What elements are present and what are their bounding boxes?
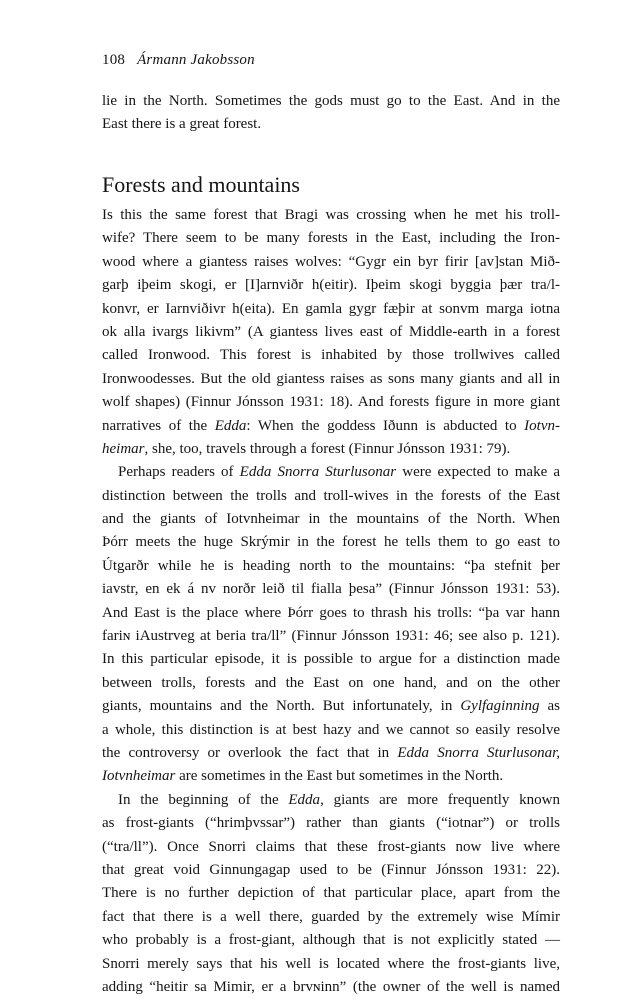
italic-text: Edda Snorra Sturlusonar [239, 464, 397, 481]
text-segment: wolf shapes) (Finnur Jónsson 1931: 18). And forests figure in more giant [102, 394, 560, 411]
italic-text: Iotvn- [524, 417, 560, 434]
text-segment: In the beginning of the [118, 791, 289, 808]
text-line [102, 227, 560, 250]
text-segment: , giants are more frequently known [320, 791, 560, 808]
text-segment: Snorri merely says that his well is located where the frost-giants live, [102, 955, 560, 972]
text-segment: Ironwoodesses. But the old giantess raises as sons many giants and all in [102, 370, 560, 387]
text-line [102, 742, 560, 765]
text-line [102, 672, 560, 695]
text-line [102, 531, 560, 554]
text-segment: are sometimes in the East but sometimes in the North. [175, 768, 504, 785]
running-head [102, 52, 255, 69]
text-line [102, 695, 560, 718]
text-line [102, 976, 560, 999]
text-line [102, 508, 560, 531]
text-line [102, 929, 560, 952]
text-line [102, 415, 560, 438]
text-segment: Is this the same forest that Bragi was crossing when he met his troll- [102, 207, 560, 223]
text-line [102, 719, 560, 742]
text-segment: , she, too, travels through a forest (Finnur Jónsson 1931: 79). [144, 440, 511, 457]
text-segment: between trolls, forests and the East on one hand, and on the other [102, 674, 560, 691]
text-segment: garþ iþeim skogi, er [I]arnviðr h(eitir). Iþeim skogi byggia þær tra/l- [102, 277, 560, 294]
text-line [102, 461, 560, 484]
italic-text: Edda [288, 791, 321, 808]
text-segment: as [539, 698, 560, 715]
text-line [102, 438, 560, 461]
text-segment: wood where a giantess raises wolves: “Gygr ein byr firir [av]stan Mið- [102, 253, 560, 270]
text-segment: a whole, this distinction is at best hazy and we cannot so easily resolve [102, 721, 560, 738]
intro-paragraph [102, 90, 560, 137]
text-segment: distinction between the trolls and troll-wives in the forests of the East [102, 487, 560, 504]
text-line [102, 625, 560, 648]
text-segment: called Ironwood. This forest is inhabited by those trollwives called [102, 347, 560, 364]
text-line: lie in the North. Sometimes the gods must go to the East. And in the [102, 93, 560, 109]
text-segment: Þórr meets the huge Skrýmir in the forest he tells them to go east to [102, 534, 560, 551]
text-segment: Perhaps readers of [118, 464, 240, 481]
italic-text: Gylfaginning [460, 698, 540, 715]
text-segment: wife? There seem to be many forests in the East, including the Iron- [102, 230, 560, 247]
text-segment: and the giants of Iotvnheimar in the mountains of the North. When [102, 511, 560, 528]
text-line [102, 321, 560, 344]
text-segment: that great void Ginnungagap used to be (Finnur Jónsson 1931: 22). [102, 861, 560, 878]
text-segment: narratives of the [102, 417, 215, 434]
text-segment: were expected to make a [396, 464, 561, 481]
section-body [102, 204, 560, 999]
text-segment: konvr, er Iarnviðivr h(eita). En gamla gygr fæþir at sonvm marga iotna [102, 300, 560, 317]
text-segment: the controversy or overlook the fact that in [102, 744, 398, 761]
text-line [102, 274, 560, 297]
text-segment: fact that there is a well there, guarded by the extremely wise Mímir [102, 908, 560, 925]
text-line [102, 204, 560, 227]
text-line [102, 765, 560, 788]
page-number: 108 [102, 52, 126, 68]
text-segment: fariɴ iAustrveg at beria tra/ll” (Finnur Jónsson 1931: 46; see also p. 121). [102, 628, 560, 645]
text-line [102, 648, 560, 671]
text-line [102, 344, 560, 367]
text-segment: In this particular episode, it is possible to argue for a distinction made [102, 651, 560, 668]
text-line [102, 789, 560, 812]
text-segment: There is no further depiction of that particular place, apart from the [102, 885, 560, 902]
text-segment: adding “heitir sa Mimir, er a brvɴinn” (the owner of the well is named [102, 978, 560, 995]
text-segment: who probably is a frost-giant, although that is not explicitly stated — [102, 932, 560, 949]
text-line [102, 882, 560, 905]
text-segment: giants, mountains and the North. But infortunately, in [102, 698, 461, 715]
text-line [102, 578, 560, 601]
text-line [102, 555, 560, 578]
text-line [102, 368, 560, 391]
text-segment: ok alla ivargs likivm” (A giantess lives east of Middle-earth in a forest [102, 323, 560, 340]
text-segment: iavstr, en ek á nv norðr leið til fialla þesa” (Finnur Jónsson 1931: 53). [102, 581, 560, 598]
text-line [102, 836, 560, 859]
italic-text: heimar [102, 440, 145, 457]
running-head-author: Ármann Jakobsson [137, 52, 255, 68]
text-line: East there is a great forest. [102, 116, 262, 133]
text-segment: And East is the place where Þórr goes to thrash his trolls: “þa var hann [102, 604, 560, 621]
text-line [102, 953, 560, 976]
text-line [102, 906, 560, 929]
text-line [102, 812, 560, 835]
text-segment: Útgarðr while he is heading north to the mountains: “þa stefnit þer [102, 557, 560, 574]
text-segment: (“tra/ll”). Once Snorri claims that these frost-giants now live where [102, 838, 560, 855]
text-line [102, 859, 560, 882]
text-segment: : When the goddess Iðunn is abducted to [246, 417, 525, 434]
text-segment: as frost-giants (“hrimþvssar”) rather than giants (“iotnar”) or trolls [102, 815, 560, 832]
text-line [102, 485, 560, 508]
text-line [102, 391, 560, 414]
text-line [102, 251, 560, 274]
section-heading: Forests and mountains [102, 172, 300, 197]
italic-text: Edda Snorra Sturlusonar, [397, 744, 560, 761]
italic-text: Iotvnheimar [102, 768, 176, 785]
italic-text: Edda [214, 417, 247, 434]
text-line [102, 602, 560, 625]
text-line [102, 298, 560, 321]
